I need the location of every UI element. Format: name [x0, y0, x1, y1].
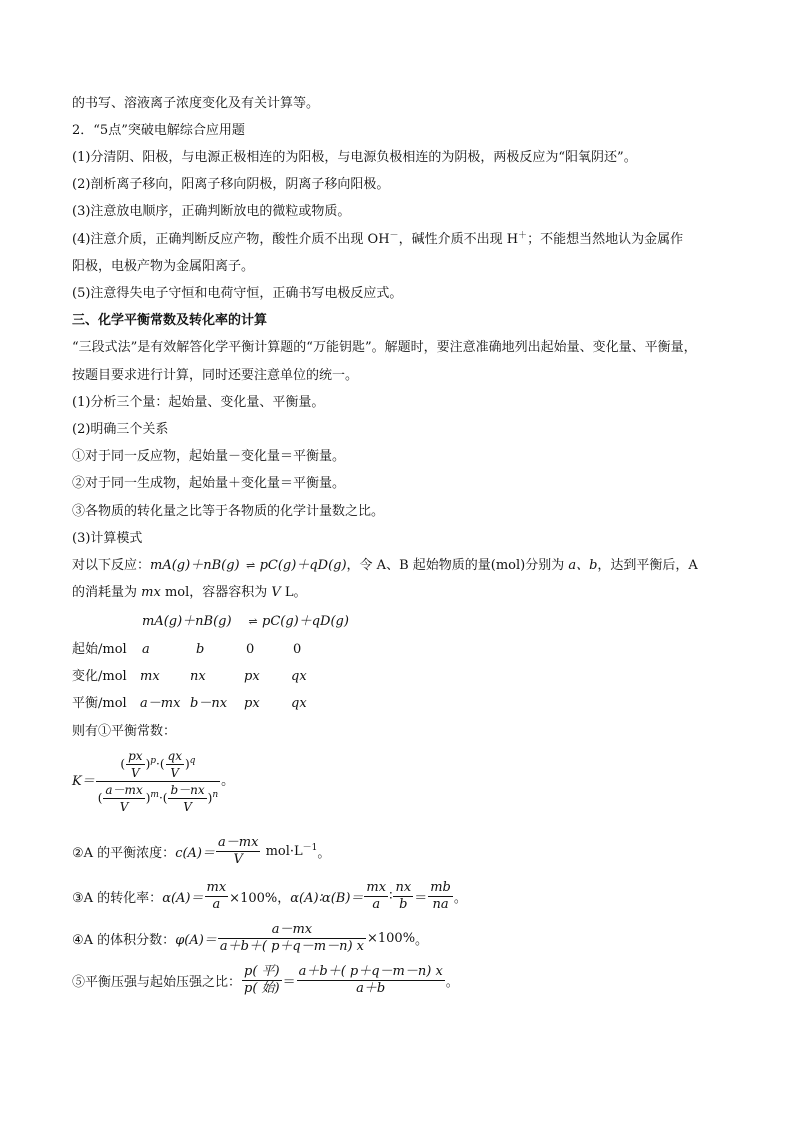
row-label: 变化/mol: [72, 669, 127, 684]
fraction: [218, 922, 366, 955]
cell-d: qx: [291, 669, 307, 684]
numerator: a－mx: [218, 922, 366, 939]
percent: ×100%，: [229, 891, 291, 906]
unit: mol·L: [261, 844, 303, 859]
denominator: a: [372, 897, 381, 912]
text-line: 按题目要求进行计算，同时还要注意单位的统一。: [72, 368, 359, 383]
text-line: (3)计算模式: [72, 531, 143, 546]
cell-d: qx: [291, 696, 307, 711]
text-line: (1)分清阴、阳极，与电源正极相连的为阳极，与电源负极相连的为阴极，两极反应为“阳氧阴还”。: [72, 150, 637, 165]
punctuation: 。: [415, 933, 429, 948]
header-lhs: mA(g)＋nB(g): [142, 614, 232, 629]
denominator: b: [399, 897, 408, 912]
fraction: [126, 748, 144, 781]
section-heading: 三、化学平衡常数及转化率的计算: [72, 313, 268, 328]
conversion-rate-formula: ③A 的转化率：α(A)＝ $\frac{mx}{a}$ ×100%，α(A)∶α(B)＝ $\frac{mx}{a}$ ∶ $\frac{nx}{b}$ ＝ $\frac{mb}{na}$ 。: [72, 880, 467, 912]
fraction: [168, 782, 206, 815]
fraction: [205, 880, 229, 913]
exponent: n: [212, 790, 219, 800]
formula-label: ⑤平衡压强与起始压强之比：: [72, 975, 242, 990]
cell-d: 0: [293, 642, 302, 657]
table-row: [72, 641, 472, 659]
text-line: (1)分析三个量：起始量、变化量、平衡量。: [72, 395, 325, 410]
denominator: V: [119, 800, 129, 814]
reaction-lhs: mA(g)＋nB(g): [150, 558, 240, 573]
numerator: mx: [206, 880, 227, 895]
text-line: 的书写、溶液离子浓度变化及有关计算等。: [72, 96, 320, 111]
equilibrium-constant-formula: [72, 748, 234, 815]
variable: mx: [141, 585, 161, 600]
text-line: ①对于同一反应物，起始量－变化量＝平衡量。: [72, 449, 346, 464]
volume-fraction-formula: [72, 922, 428, 955]
fraction: [242, 964, 282, 997]
numerator: b－nx: [170, 783, 205, 797]
text-line: “三段式法”是有效解答化学平衡计算题的“万能钥匙”。解题时，要注意准确地列出起始量、变化量、平衡量，: [72, 340, 697, 355]
variable: V: [271, 585, 281, 600]
text-line: ②对于同一生成物，起始量＋变化量＝平衡量。: [72, 476, 346, 491]
denominator: V: [131, 766, 140, 780]
cell-a: a: [142, 642, 150, 657]
denominator: a＋b＋( p＋q－m－n) x: [219, 939, 364, 954]
equilibrium-concentration-formula: [72, 835, 330, 868]
cell-c: px: [244, 669, 260, 684]
text-line: ③各物质的转化量之比等于各物质的化学计量数之比。: [72, 504, 385, 519]
numerator: px: [128, 749, 143, 763]
row-label: 平衡/mol: [72, 696, 127, 711]
fraction: [393, 880, 413, 913]
superscript: －: [389, 231, 399, 241]
equilibrium-arrow-icon: ⇌: [248, 615, 256, 628]
formula-lhs: c(A)＝: [175, 846, 216, 861]
percent: ×100%: [366, 931, 416, 946]
cell-c: px: [244, 696, 260, 711]
text-line: (5)注意得失电子守恒和电荷守恒，正确书写电极反应式。: [72, 286, 403, 301]
denominator: na: [432, 897, 449, 912]
numerator: mx: [366, 880, 387, 895]
numerator: a＋b＋( p＋q－m－n) x: [298, 964, 443, 979]
punctuation: 。: [445, 975, 459, 990]
text-line: 阳极，电极产物为金属阳离子。: [72, 259, 255, 274]
numerator: a－mx: [105, 783, 143, 797]
text-line: [72, 584, 307, 602]
row-label: 起始/mol: [72, 642, 127, 657]
denominator: ( $\frac{a-mx}{V}$ )$^m$·( $\frac{b-nx}{V}$ )$^n$: [97, 783, 219, 814]
equals: ＝: [414, 891, 428, 906]
punctuation: 。: [221, 773, 235, 789]
formula-lhs: φ(A)＝: [175, 933, 217, 948]
text-segment: (4)注意介质，正确判断反应产物，酸性介质不出现 OH: [72, 232, 390, 247]
text-line: (2)明确三个关系: [72, 422, 169, 437]
denominator: a＋b: [356, 981, 386, 996]
text-line: [72, 557, 698, 575]
table-row: [72, 695, 472, 713]
fraction: [166, 748, 184, 781]
denominator: a: [212, 897, 221, 912]
denominator: V: [183, 800, 192, 814]
numerator: nx: [395, 880, 412, 895]
pressure-ratio-formula: [72, 964, 459, 997]
superscript: －1: [302, 843, 318, 853]
cell-b: nx: [190, 669, 206, 684]
text-segment: ，令 A、B 起始物质的量(mol)分别为: [346, 558, 569, 573]
text-segment: mol，容器容积为: [160, 585, 272, 600]
text-segment: ；不能想当然地认为金属作: [527, 232, 684, 247]
numerator: qx: [167, 749, 182, 763]
header-rhs: pC(g)＋qD(g): [262, 614, 349, 629]
fraction: [216, 835, 260, 868]
section-heading: 2．“5点”突破电解综合应用题: [72, 123, 245, 138]
numerator: ( $\frac{px}{V}$ )$^p$·( $\frac{qx}{V}$ )$^q$: [96, 748, 220, 782]
text-line: (3)注意放电顺序，正确判断放电的微粒或物质。: [72, 204, 351, 219]
cell-c: 0: [246, 642, 255, 657]
text-line: (2)剖析离子移向，阳离子移向阴极，阴离子移向阳极。: [72, 177, 390, 192]
reaction-rhs: pC(g)＋qD(g): [259, 558, 347, 573]
variable: a、b: [568, 558, 598, 573]
denominator: V: [170, 766, 180, 780]
denominator: V: [233, 852, 243, 867]
text-segment: ，碱性介质不出现 H: [398, 232, 519, 247]
cell-b: b－nx: [190, 696, 228, 711]
text-line: 则有①平衡常数：: [72, 724, 177, 739]
table-header: [72, 613, 472, 631]
exponent: m: [150, 790, 159, 800]
text-line: [72, 231, 683, 249]
formula-lhs: [72, 774, 95, 790]
text-segment: 的消耗量为: [72, 585, 142, 600]
text-segment: ，达到平衡后，A: [597, 558, 698, 573]
fraction: [364, 880, 388, 913]
cell-a: a－mx: [140, 696, 181, 711]
text-segment: 对以下反应：: [72, 558, 151, 573]
punctuation: 。: [317, 846, 331, 861]
formula-lhs: α(A)∶α(B)＝: [290, 891, 364, 906]
k-symbol: K＝: [72, 773, 95, 789]
fraction: [428, 880, 453, 913]
table-row: [72, 668, 472, 686]
punctuation: 。: [453, 891, 467, 906]
fraction: [103, 782, 144, 815]
fraction: [96, 748, 220, 815]
numerator: mb: [430, 880, 451, 895]
formula-label: ②A 的平衡浓度：: [72, 846, 176, 861]
equals: ＝: [282, 975, 296, 990]
fraction: [297, 964, 445, 997]
numerator: p( 平): [244, 964, 280, 979]
numerator: a－mx: [218, 835, 259, 850]
formula-label: ④A 的体积分数：: [72, 933, 176, 948]
equilibrium-arrow-icon: ⇌: [245, 559, 254, 572]
superscript: ＋: [518, 231, 528, 241]
denominator: p( 始): [244, 981, 280, 996]
exponent: p: [150, 756, 157, 766]
formula-lhs: α(A)＝: [162, 891, 204, 906]
exponent: q: [189, 756, 196, 766]
text-segment: L。: [280, 585, 307, 600]
formula-label: ③A 的转化率：: [72, 891, 163, 906]
cell-b: b: [196, 642, 205, 657]
cell-a: mx: [140, 669, 160, 684]
